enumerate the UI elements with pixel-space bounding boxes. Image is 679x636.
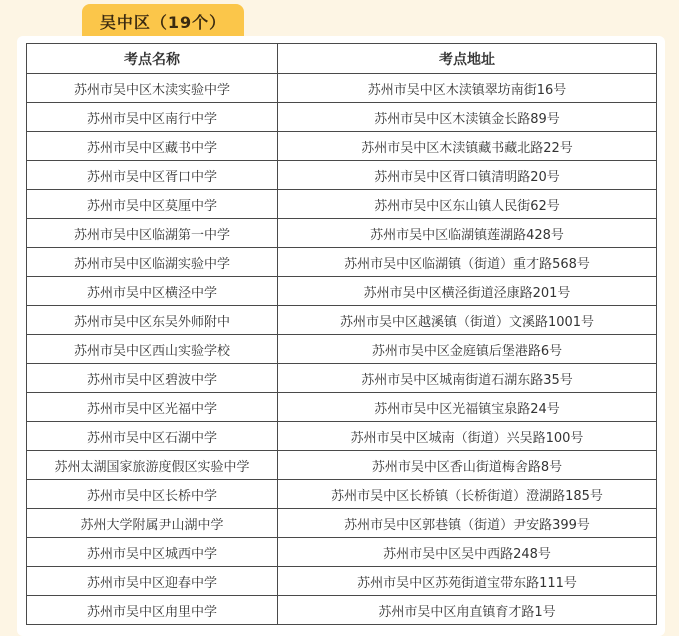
site-name-cell: 苏州市吴中区南行中学 [27,103,278,132]
site-address-cell: 苏州市吴中区东山镇人民街62号 [278,190,657,219]
table-row [27,480,657,509]
site-name-cell: 苏州市吴中区临湖第一中学 [27,219,278,248]
section-tab: 吴中区（19个） [82,4,244,38]
table-row [27,132,657,161]
site-address-cell: 苏州市吴中区甪直镇育才路1号 [278,596,657,625]
site-address-cell: 苏州市吴中区木渎镇翠坊南街16号 [278,74,657,103]
site-name-cell: 苏州市吴中区石湖中学 [27,422,278,451]
site-name-cell: 苏州市吴中区长桥中学 [27,480,278,509]
site-address-cell: 苏州市吴中区苏苑街道宝带东路111号 [278,567,657,596]
site-name-cell: 苏州市吴中区碧波中学 [27,364,278,393]
site-name-cell: 苏州市吴中区城西中学 [27,538,278,567]
table-body [27,74,657,625]
site-address-cell: 苏州市吴中区城南（街道）兴吴路100号 [278,422,657,451]
site-name-cell: 苏州市吴中区甪里中学 [27,596,278,625]
site-address-cell: 苏州市吴中区越溪镇（街道）文溪路1001号 [278,306,657,335]
table-row [27,74,657,103]
table-row [27,538,657,567]
site-name-cell: 苏州太湖国家旅游度假区实验中学 [27,451,278,480]
site-name-cell: 苏州市吴中区莫厘中学 [27,190,278,219]
site-name-cell: 苏州市吴中区胥口中学 [27,161,278,190]
table-row [27,451,657,480]
table-row [27,219,657,248]
table-row [27,277,657,306]
site-name-cell: 苏州市吴中区木渎实验中学 [27,74,278,103]
site-address-cell: 苏州市吴中区金庭镇后堡港路6号 [278,335,657,364]
table-row [27,190,657,219]
table-row [27,335,657,364]
table-row [27,248,657,277]
site-address-cell: 苏州市吴中区长桥镇（长桥街道）澄湖路185号 [278,480,657,509]
site-address-cell: 苏州市吴中区吴中西路248号 [278,538,657,567]
table-row [27,364,657,393]
site-address-cell: 苏州市吴中区木渎镇藏书藏北路22号 [278,132,657,161]
site-address-cell: 苏州市吴中区郭巷镇（街道）尹安路399号 [278,509,657,538]
site-address-cell: 苏州市吴中区光福镇宝泉路24号 [278,393,657,422]
table-row [27,509,657,538]
site-address-cell: 苏州市吴中区临湖镇（街道）重才路568号 [278,248,657,277]
site-address-cell: 苏州市吴中区胥口镇清明路20号 [278,161,657,190]
site-name-cell: 苏州市吴中区临湖实验中学 [27,248,278,277]
site-address-cell: 苏州市吴中区城南街道石湖东路35号 [278,364,657,393]
site-name-cell: 苏州市吴中区藏书中学 [27,132,278,161]
site-name-cell: 苏州市吴中区光福中学 [27,393,278,422]
exam-sites-table [26,43,657,625]
header-site-name: 考点名称 [27,44,278,74]
site-address-cell: 苏州市吴中区横泾街道泾康路201号 [278,277,657,306]
table-row [27,306,657,335]
header-site-address: 考点地址 [278,44,657,74]
site-name-cell: 苏州市吴中区东吴外师附中 [27,306,278,335]
table-row [27,161,657,190]
site-address-cell: 苏州市吴中区临湖镇莲湖路428号 [278,219,657,248]
site-address-cell: 苏州市吴中区香山街道梅舍路8号 [278,451,657,480]
table-row [27,567,657,596]
table-header-row [27,44,657,74]
site-name-cell: 苏州市吴中区横泾中学 [27,277,278,306]
site-address-cell: 苏州市吴中区木渎镇金长路89号 [278,103,657,132]
table-row [27,393,657,422]
site-name-cell: 苏州大学附属尹山湖中学 [27,509,278,538]
site-name-cell: 苏州市吴中区迎春中学 [27,567,278,596]
table-row [27,596,657,625]
table-row [27,422,657,451]
site-name-cell: 苏州市吴中区西山实验学校 [27,335,278,364]
table-row [27,103,657,132]
